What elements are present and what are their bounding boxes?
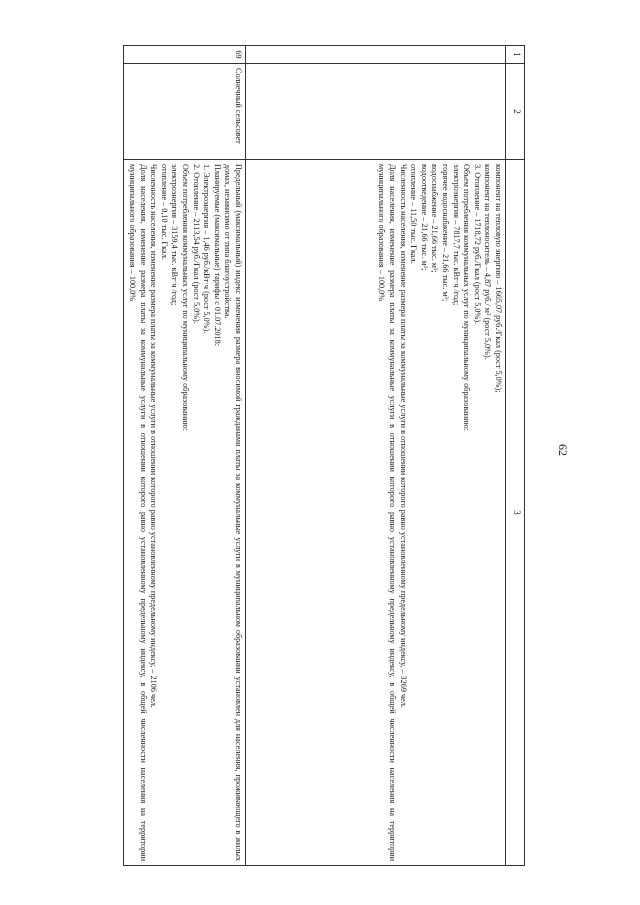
text-paragraph: Предельный (максимальный) индекс изменения размера вносимой гражданами платы за коммунальные услуги в муниципальном образовании установлен для населения, проживающего в жилых домах, независимо от типа благоустройства. [223, 164, 243, 861]
rotated-table-wrapper [95, 45, 525, 865]
text-paragraph: Численность населения, изменение размера платы за коммунальные услуги в отношении которого равно установленному предельному индексу, – 2106 чел. [149, 164, 159, 708]
text-line: Планируемые (максимальные) тарифы с 01.07.2018: [212, 164, 222, 347]
header-col-1: 1 [506, 46, 525, 64]
text-line: отопление – 11,50 тыс. Гкал. [409, 164, 419, 264]
text-line: 1. Электроэнергия – 1,46 руб./кВт·ч (рост 5,0%). [202, 164, 212, 334]
text-line: компонент на теплоноситель – 4,87 руб./ м³ (рост 5,0%). [483, 164, 493, 360]
text-paragraph: Доля населения, изменение размера платы за коммунальные услуги в отношении которого равно установленному предельному индексу, в общей численности населения на территории муниципального образования – 100,0% [128, 164, 148, 861]
row-number: 69 [124, 46, 246, 64]
text-line: электроэнергия – 3159,4 тыс. кВт·ч /год; [170, 164, 180, 306]
text-line: компонент на тепловую энергию – 1665,07 руб./Гкал (рост 5,0%); [494, 164, 503, 393]
landscape-page [95, 45, 525, 865]
text-line: Объем потребления коммунальных услуг по муниципальному образованию: [462, 164, 472, 431]
continued-row [246, 46, 506, 866]
tariff-table [123, 45, 525, 866]
text-line: Объем потребления коммунальных услуг по муниципальному образованию: [181, 164, 191, 431]
header-col-3: 3 [506, 160, 525, 866]
text-line: электроэнергия – 7817,7 тыс. кВт·ч /год; [451, 164, 461, 306]
text-line: 3. Отопление – 1718,72 руб./Гкал (рост 5,0%). [472, 164, 482, 325]
table-row-69 [124, 46, 246, 866]
text-line: водоотведение – 21,66 тыс. м³; [419, 164, 429, 271]
header-col-2: 2 [506, 64, 525, 160]
text-line: 2. Отопление – 2113,54 руб./Гкал (рост 5,0%). [191, 164, 201, 324]
text-paragraph: Численность населения, изменение размера платы за коммунальные услуги в отношении которого равно установленному предельному индексу, – 3269 чел. [398, 164, 408, 708]
municipality-name: Солнечный сельсовет [124, 64, 246, 160]
header-row [506, 46, 525, 866]
row-69-text [124, 160, 246, 866]
text-line: водоснабжение – 21,66 тыс. м³; [430, 164, 440, 273]
continued-row-name [246, 64, 506, 160]
page-number: 62 [556, 444, 570, 456]
continued-row-number [246, 46, 506, 64]
text-line: горячее водоснабжение – 21,66 тыс. м³; [441, 164, 451, 302]
text-paragraph: Доля населения, изменение размера платы за коммунальные услуги в отношении которого равно установленному предельному индексу, в общей численности населения на территории муниципального образования – 100,0% [377, 164, 398, 861]
continued-row-text [246, 160, 506, 866]
text-line: отопление – 0,10 тыс. Гкал. [159, 164, 169, 260]
